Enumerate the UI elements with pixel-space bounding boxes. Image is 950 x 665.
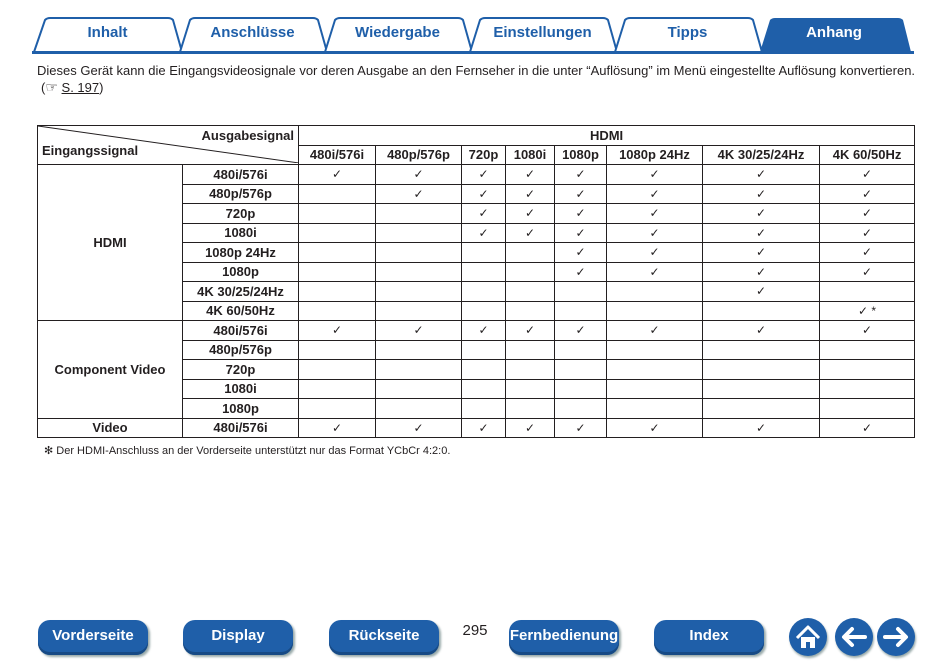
input-format-label: 720p <box>183 360 299 380</box>
home-button[interactable] <box>789 618 827 656</box>
input-format-label: 480i/576i <box>183 418 299 438</box>
input-format-label: 720p <box>183 204 299 224</box>
input-format-label: 480p/576p <box>183 340 299 360</box>
empty-cell <box>607 340 703 360</box>
empty-cell <box>607 282 703 302</box>
empty-cell <box>376 204 462 224</box>
pointing-hand-icon: ☞ <box>45 79 58 95</box>
supported-check: ✓ <box>820 243 915 263</box>
empty-cell <box>462 282 506 302</box>
supported-check: ✓ <box>607 204 703 224</box>
column-header: 4K 30/25/24Hz <box>703 145 820 165</box>
supported-check: ✓ <box>703 282 820 302</box>
video-conversion-table <box>37 125 915 438</box>
supported-check: ✓ <box>703 223 820 243</box>
empty-cell <box>299 379 376 399</box>
supported-check: ✓ <box>607 184 703 204</box>
supported-check: ✓ <box>555 243 607 263</box>
supported-check: ✓ <box>820 321 915 341</box>
empty-cell <box>555 360 607 380</box>
empty-cell <box>820 340 915 360</box>
empty-cell <box>555 379 607 399</box>
empty-cell <box>506 340 555 360</box>
empty-cell <box>555 301 607 321</box>
supported-check: ✓ <box>703 184 820 204</box>
empty-cell <box>299 399 376 419</box>
column-header: 1080p <box>555 145 607 165</box>
empty-cell <box>703 340 820 360</box>
input-format-label: 480i/576i <box>183 321 299 341</box>
empty-cell <box>299 204 376 224</box>
empty-cell <box>555 340 607 360</box>
supported-check: ✓ <box>820 223 915 243</box>
supported-check: ✓ <box>607 262 703 282</box>
empty-cell <box>462 262 506 282</box>
input-format-label: 1080i <box>183 379 299 399</box>
tab-wiedergabe[interactable]: Wiedergabe <box>355 24 440 41</box>
empty-cell <box>299 223 376 243</box>
tab-anschluesse[interactable]: Anschlüsse <box>210 24 295 41</box>
supported-check: ✓ <box>506 321 555 341</box>
input-signal-label: Eingangssignal <box>42 143 139 158</box>
empty-cell <box>462 360 506 380</box>
empty-cell <box>555 399 607 419</box>
empty-cell <box>506 282 555 302</box>
remote-control-button[interactable]: Fernbedienung <box>509 620 619 655</box>
supported-check: ✓ <box>555 321 607 341</box>
supported-check: ✓ <box>376 321 462 341</box>
table-row <box>38 321 915 341</box>
supported-check: ✓ <box>703 204 820 224</box>
empty-cell <box>506 301 555 321</box>
supported-check: ✓ <box>299 321 376 341</box>
intro-text: Dieses Gerät kann die Eingangsvideosignale vor deren Ausgabe an den Fernseher in die unter “Auflösung” im Menü eingestellte Auflösung konvertieren. <box>37 63 916 78</box>
supported-check: ✓ <box>555 204 607 224</box>
empty-cell <box>506 379 555 399</box>
page-reference-link[interactable]: S. 197 <box>61 80 100 95</box>
supported-check: ✓ <box>462 321 506 341</box>
supported-check: ✓ <box>820 204 915 224</box>
input-group-label: HDMI <box>38 165 183 321</box>
supported-check: ✓ <box>376 418 462 438</box>
empty-cell <box>376 360 462 380</box>
supported-check: ✓ <box>607 243 703 263</box>
footnote: ✻ Der HDMI-Anschluss an der Vorderseite unterstützt nur das Format YCbCr 4:2:0. <box>44 445 451 457</box>
supported-check: ✓ <box>607 321 703 341</box>
input-format-label: 4K 60/50Hz <box>183 301 299 321</box>
empty-cell <box>299 301 376 321</box>
supported-check: ✓ <box>555 165 607 185</box>
supported-check: ✓ <box>462 223 506 243</box>
empty-cell <box>376 340 462 360</box>
supported-check: ✓ <box>555 262 607 282</box>
arrow-left-icon <box>835 618 873 656</box>
tab-anhang[interactable]: Anhang <box>806 24 862 41</box>
input-group-label: Component Video <box>38 321 183 419</box>
empty-cell <box>299 243 376 263</box>
empty-cell <box>607 399 703 419</box>
empty-cell <box>703 399 820 419</box>
empty-cell <box>820 282 915 302</box>
home-icon <box>789 618 827 656</box>
empty-cell <box>703 360 820 380</box>
empty-cell <box>820 360 915 380</box>
table-row <box>38 418 915 438</box>
arrow-right-icon <box>877 618 915 656</box>
output-signal-label: Ausgabesignal <box>201 128 294 143</box>
empty-cell <box>376 262 462 282</box>
supported-check: ✓ <box>462 184 506 204</box>
empty-cell <box>376 223 462 243</box>
supported-check: ✓ <box>299 165 376 185</box>
supported-check: ✓ <box>703 262 820 282</box>
supported-check: ✓ <box>607 418 703 438</box>
forward-button[interactable] <box>877 618 915 656</box>
supported-check: ✓ <box>555 223 607 243</box>
supported-check: ✓ <box>607 165 703 185</box>
empty-cell <box>376 301 462 321</box>
input-format-label: 480p/576p <box>183 184 299 204</box>
empty-cell <box>607 379 703 399</box>
supported-check: ✓ <box>703 418 820 438</box>
empty-cell <box>462 243 506 263</box>
empty-cell <box>703 379 820 399</box>
supported-check: ✓ <box>376 184 462 204</box>
column-header: 720p <box>462 145 506 165</box>
column-header: 480p/576p <box>376 145 462 165</box>
supported-check: ✓ * <box>820 301 915 321</box>
display-button[interactable]: Display <box>183 620 293 655</box>
empty-cell <box>376 243 462 263</box>
supported-check: ✓ <box>703 321 820 341</box>
column-header: 1080i <box>506 145 555 165</box>
output-group-hdmi: HDMI <box>299 126 915 146</box>
empty-cell <box>820 379 915 399</box>
supported-check: ✓ <box>506 184 555 204</box>
table-row <box>38 165 915 185</box>
empty-cell <box>299 360 376 380</box>
rear-panel-button[interactable]: Rückseite <box>329 620 439 655</box>
input-format-label: 1080p 24Hz <box>183 243 299 263</box>
empty-cell <box>462 399 506 419</box>
empty-cell <box>506 360 555 380</box>
supported-check: ✓ <box>703 165 820 185</box>
empty-cell <box>506 243 555 263</box>
supported-check: ✓ <box>462 165 506 185</box>
empty-cell <box>376 282 462 302</box>
column-header: 480i/576i <box>299 145 376 165</box>
empty-cell <box>462 301 506 321</box>
front-panel-button[interactable]: Vorderseite <box>38 620 148 655</box>
index-button[interactable]: Index <box>654 620 764 655</box>
input-format-label: 1080p <box>183 399 299 419</box>
supported-check: ✓ <box>820 262 915 282</box>
empty-cell <box>607 360 703 380</box>
input-format-label: 1080i <box>183 223 299 243</box>
supported-check: ✓ <box>607 223 703 243</box>
empty-cell <box>299 282 376 302</box>
empty-cell <box>555 282 607 302</box>
tab-tipps[interactable]: Tipps <box>667 24 708 41</box>
empty-cell <box>820 399 915 419</box>
empty-cell <box>462 379 506 399</box>
column-header: 1080p 24Hz <box>607 145 703 165</box>
supported-check: ✓ <box>555 418 607 438</box>
supported-check: ✓ <box>820 418 915 438</box>
input-format-label: 4K 30/25/24Hz <box>183 282 299 302</box>
column-header: 4K 60/50Hz <box>820 145 915 165</box>
back-button[interactable] <box>835 618 873 656</box>
supported-check: ✓ <box>506 223 555 243</box>
empty-cell <box>299 262 376 282</box>
input-format-label: 1080p <box>183 262 299 282</box>
supported-check: ✓ <box>462 418 506 438</box>
page-reference: (☞ S. 197) <box>41 79 104 95</box>
page-number: 295 <box>462 622 488 639</box>
supported-check: ✓ <box>506 165 555 185</box>
supported-check: ✓ <box>376 165 462 185</box>
input-format-label: 480i/576i <box>183 165 299 185</box>
supported-check: ✓ <box>820 165 915 185</box>
tab-inhalt[interactable]: Inhalt <box>87 24 128 41</box>
empty-cell <box>299 184 376 204</box>
empty-cell <box>376 399 462 419</box>
supported-check: ✓ <box>506 204 555 224</box>
table-corner-header <box>38 126 299 165</box>
empty-cell <box>506 399 555 419</box>
empty-cell <box>376 379 462 399</box>
supported-check: ✓ <box>555 184 607 204</box>
empty-cell <box>506 262 555 282</box>
tab-einstellungen[interactable]: Einstellungen <box>493 24 592 41</box>
supported-check: ✓ <box>462 204 506 224</box>
empty-cell <box>607 301 703 321</box>
empty-cell <box>299 340 376 360</box>
supported-check: ✓ <box>820 184 915 204</box>
supported-check: ✓ <box>703 243 820 263</box>
input-group-label: Video <box>38 418 183 438</box>
empty-cell <box>462 340 506 360</box>
empty-cell <box>703 301 820 321</box>
supported-check: ✓ <box>506 418 555 438</box>
supported-check: ✓ <box>299 418 376 438</box>
